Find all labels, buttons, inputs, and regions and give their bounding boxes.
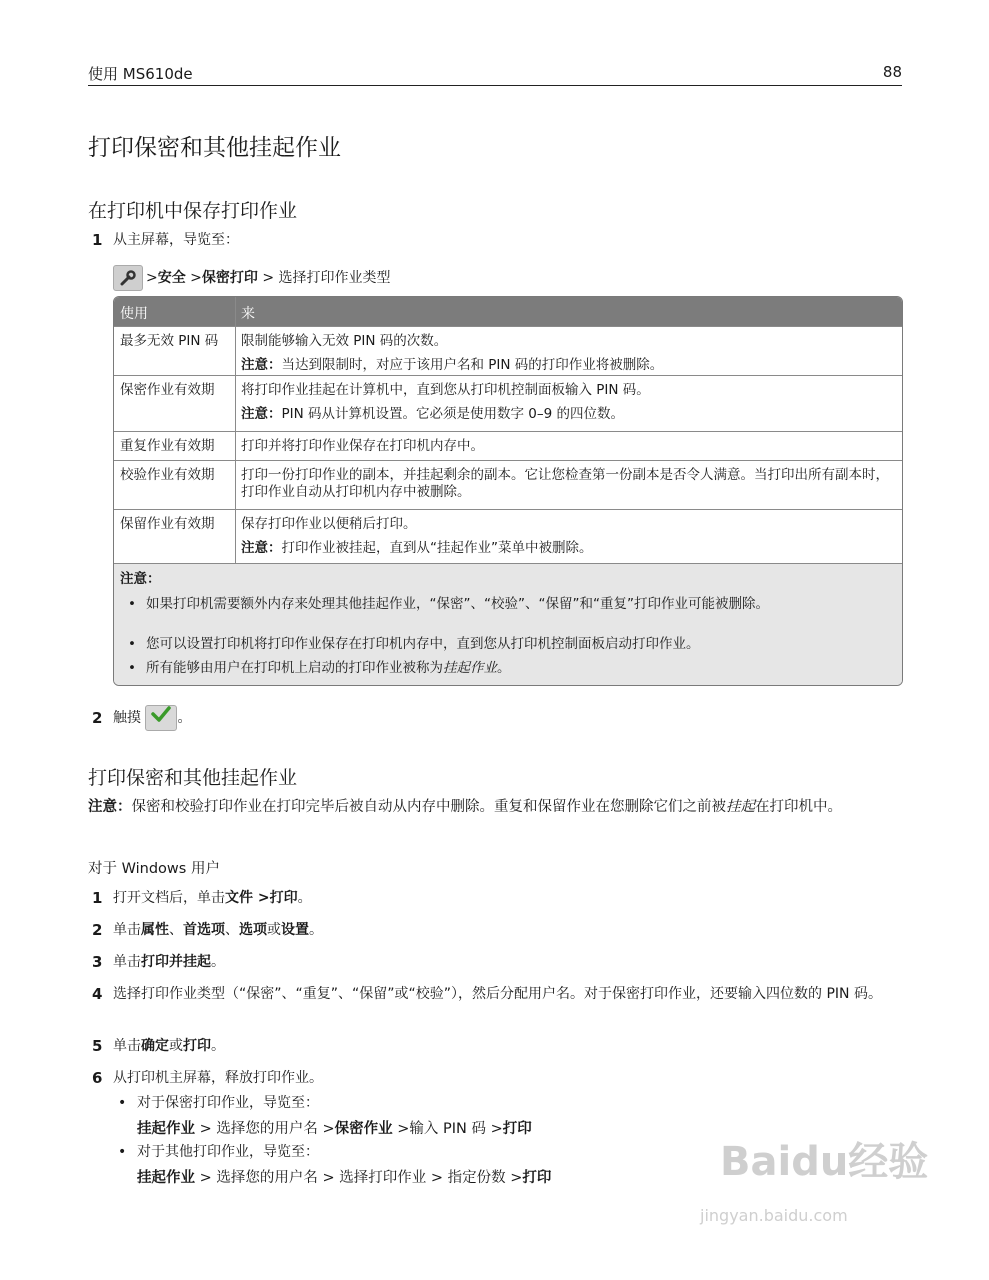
section2-heading: 打印保密和其他挂起作业 (88, 767, 298, 789)
sub-bullet-text: 对于保密打印作业，导览至： (137, 1095, 319, 1111)
table-row (114, 326, 902, 376)
table-row (114, 460, 902, 509)
row-desc-text: 限制能够输入无效 PIN 码的次数。 (241, 333, 448, 349)
checkmark-icon[interactable] (145, 705, 177, 731)
page-title: 打印保密和其他挂起作业 (88, 135, 341, 161)
row-note: 打印作业被挂起，直到从“挂起作业”菜单中被删除。 (281, 540, 593, 556)
step-text: 单击属性、首选项、选项或设置。 (113, 922, 323, 938)
page: 使用 MS610de 88 打印保密和其他挂起作业 在打印机中保存打印作业 1 从主屏幕，导览至： >安全 >保密打印 > 选择打印作业类型 使用 来 最多无效 PIN 码 限制能够输入无效 PIN 码的次数。 注意：当达到限制时，对应于该用户名和 PIN 码的打印作业将被删除。 保密作业有效期 将打印作业挂起在计算机中，直到您从打印机控制面板输入 PIN 码。 注意：PIN 码从计算机设置。它必须是使用数字 0–9 的四位数。 重复作业有效期 打印并将打印作业保存在打印机内存中。 校验作业有效期 打印一份打印作业的副本，并挂起剩余的副本。它让您检查第一份副本是否令人满意。当打印出所有副本时，打印作业自动从打印机内存中被删除。 保留作业有效期 保存打印作业以便稍后打印。 注意：打印作业被挂起，直到从“挂起作业”菜单中被删除。 注意： • 如果打印机需要额外内存来处理其他挂起作业，“保密”、“校验”、“保留”和“重复”打印作业可能被删除。 • 您可以设置打印机将打印作业保存在打印机内存中，直到您从打印机控制面板启动打印作业。 • 所有能够由用户在打印机上启动的打印作业被称为挂起作业。 2 触摸 。 打印保密和其他挂起作业 注意：保密和校验打印作业在打印完毕后被自动从内存中删除。重复和保留作业在您删除它们之前被挂起在打印机中。 对于 Windows 用户 1 打开文档后，单击文件 >打印。 2 单击属性、首选项、选项或设置。 3 单击打印并挂起。 4 选择打印作业类型（“保密”、“重复”、“保留”或“校验”），然后分配用户名。对于保密打印作业，还要输入四位数的 PIN 码。 5 单击确定或打印。 6 从打印机主屏幕，释放打印作业。 • 对于保密打印作业，导览至： 挂起作业 > 选择您的用户名 >保密作业 >输入 PIN 码 >打印 • 对于其他打印作业，导览至： 挂起作业 > 选择您的用户名 > 选择打印作业 > 指定份数 >打印 (88, 63, 902, 1186)
row-name: 校验作业有效期 (120, 467, 215, 483)
step-number: 4 (92, 985, 103, 1003)
row-desc-text: 保存打印作业以便稍后打印。 (241, 516, 417, 532)
table-header-cell: 使用 (120, 306, 148, 322)
row-desc-text: 将打印作业挂起在计算机中，直到您从打印机控制面板输入 PIN 码。 (241, 382, 650, 398)
path-tail: > 选择打印作业类型 (257, 270, 391, 286)
step-text: 从主屏幕，导览至： (113, 232, 239, 248)
step-number: 1 (92, 889, 103, 907)
watermark (700, 1130, 960, 1240)
row-name: 最多无效 PIN 码 (120, 333, 219, 349)
note-label: 注意： (88, 799, 132, 815)
doc-title: 使用 MS610de (88, 65, 193, 83)
table-row (114, 375, 902, 428)
note-text: 所有能够由用户在打印机上启动的打印作业被称为挂起作业。 (146, 660, 511, 676)
table-header (114, 297, 902, 326)
row-desc-text: 打印一份打印作业的副本，并挂起剩余的副本。它让您检查第一份副本是否令人满意。当打印出所有副本时，打印作业自动从打印机内存中被删除。 (241, 467, 889, 500)
step-text: 触摸 。 (113, 705, 898, 731)
step-text: 单击确定或打印。 (113, 1038, 225, 1054)
step-text: 单击打印并挂起。 (113, 954, 225, 970)
row-desc (241, 382, 896, 423)
path-sep: > (185, 270, 202, 286)
row-desc-text: 打印并将打印作业保存在打印机内存中。 (241, 438, 484, 454)
row-desc (241, 333, 896, 374)
section2-note: 注意：保密和校验打印作业在打印完毕后被自动从内存中删除。重复和保留作业在您删除它们之前被挂起在打印机中。 (88, 799, 842, 815)
note-label: 注意： (241, 540, 282, 556)
nav-path (113, 265, 391, 291)
step-number: 2 (92, 709, 103, 727)
step-text: 选择打印作业类型（“保密”、“重复”、“保留”或“校验”），然后分配用户名。对于保密打印作业，还要输入四位数的 PIN 码。 (113, 986, 882, 1002)
row-desc (241, 467, 896, 501)
note-text: 您可以设置打印机将打印作业保存在打印机内存中，直到您从打印机控制面板启动打印作业。 (146, 636, 700, 652)
settings-table (113, 296, 903, 686)
path-secure-print: 保密打印 (201, 270, 258, 286)
windows-users-label: 对于 Windows 用户 (88, 861, 220, 877)
step-number: 5 (92, 1037, 103, 1055)
row-name: 保留作业有效期 (120, 516, 215, 532)
page-header (88, 63, 902, 86)
step-number: 6 (92, 1069, 103, 1087)
row-name: 保密作业有效期 (120, 382, 215, 398)
held-term: 挂起 (726, 799, 755, 815)
step-number: 3 (92, 953, 103, 971)
nav-path: 挂起作业 > 选择您的用户名 > 选择打印作业 > 指定份数 >打印 (137, 1170, 552, 1186)
page-number: 88 (882, 63, 902, 81)
path-security: 安全 (157, 270, 186, 286)
note-label: 注意： (241, 406, 282, 422)
row-desc (241, 438, 896, 455)
step-text: 从打印机主屏幕，释放打印作业。 (113, 1070, 323, 1086)
path-sep: > (146, 270, 158, 286)
row-desc (241, 516, 896, 557)
row-note: PIN 码从计算机设置。它必须是使用数字 0–9 的四位数。 (281, 406, 625, 422)
held-jobs-term: 挂起作业 (443, 660, 497, 676)
note-label: 注意： (241, 357, 282, 373)
table-row (114, 509, 902, 564)
step-number: 2 (92, 921, 103, 939)
nav-path: 挂起作业 > 选择您的用户名 >保密作业 >输入 PIN 码 >打印 (137, 1121, 532, 1137)
sub-bullet-text: 对于其他打印作业，导览至： (137, 1144, 319, 1160)
column-divider (235, 297, 236, 563)
row-name: 重复作业有效期 (120, 438, 215, 454)
row-note: 当达到限制时，对应于该用户名和 PIN 码的打印作业将被删除。 (281, 357, 664, 373)
table-header-cell: 来 (241, 306, 255, 322)
watermark-url: jingyan.baidu.com (700, 1206, 848, 1225)
table-notes: 注意： • 如果打印机需要额外内存来处理其他挂起作业，“保密”、“校验”、“保留”和“重复”打印作业可能被删除。 • 您可以设置打印机将打印作业保存在打印机内存中，直到您从打印机控制面板启动打印作业。 • 所有能够由用户在打印机上启动的打印作业被称为挂起作业。 (114, 563, 902, 686)
notes-title: 注意： (120, 571, 161, 587)
watermark-logo: Baidu经验 (720, 1139, 929, 1185)
note-text: 如果打印机需要额外内存来处理其他挂起作业，“保密”、“校验”、“保留”和“重复”打印作业可能被删除。 (146, 596, 769, 612)
table-row (114, 431, 902, 460)
section1-heading: 在打印机中保存打印作业 (88, 200, 298, 222)
step-number: 1 (92, 231, 103, 249)
step-text: 打开文档后，单击文件 >打印。 (113, 890, 312, 906)
wrench-icon[interactable] (113, 265, 143, 291)
